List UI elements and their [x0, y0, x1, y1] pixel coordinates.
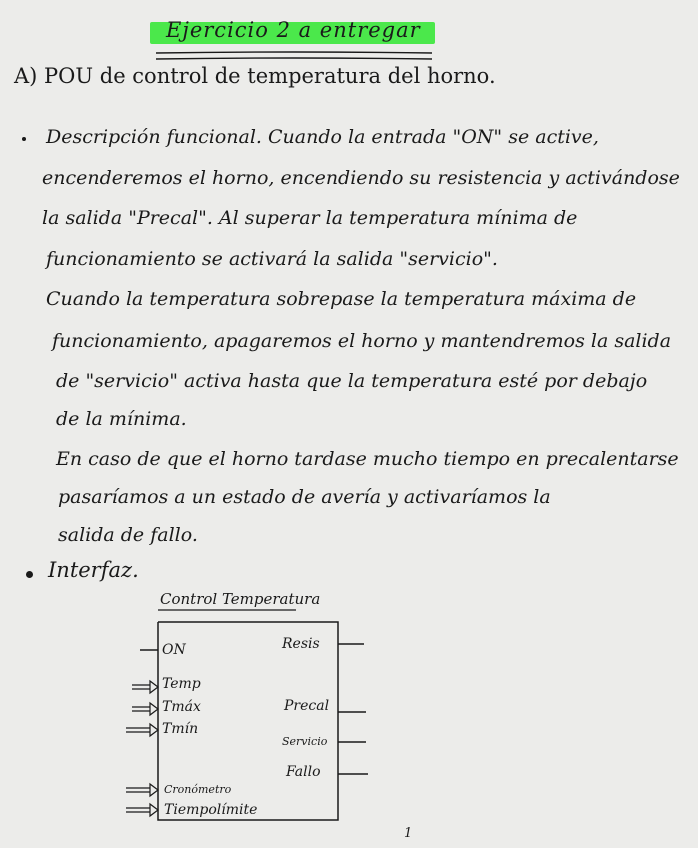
description-line-6: funcionamiento, apagaremos el horno y mantendremos la salida [52, 330, 672, 352]
output-fallo: Fallo [286, 764, 321, 780]
description-line-3: la salida "Precal". Al superar la temperatura mínima de [42, 207, 578, 229]
title-double-underline [154, 50, 434, 62]
input-tmin: Tmín [162, 721, 199, 737]
description-line-10: pasaríamos a un estado de avería y activaríamos la [58, 486, 551, 508]
block-title: Control Temperatura [160, 590, 321, 608]
interfaz-label: Interfaz. [48, 558, 139, 582]
description-line-8: de la mínima. [56, 408, 187, 430]
page-title: Ejercicio 2 a entregar [166, 18, 421, 42]
description-line-2: encenderemos el horno, encendiendo su resistencia y activándose [42, 167, 680, 189]
description-line-11: salida de fallo. [58, 524, 198, 546]
input-on: ON [162, 642, 186, 658]
description-line-4: funcionamiento se activará la salida "servicio". [46, 248, 498, 270]
output-resis: Resis [282, 636, 320, 652]
output-servicio: Servicio [282, 735, 328, 748]
output-precal: Precal [284, 698, 330, 714]
description-line-1: Descripción funcional. Cuando la entrada "ON" se active, [46, 126, 599, 148]
function-block-diagram [118, 588, 378, 828]
bullet-interfaz [26, 571, 33, 578]
section-heading: A) POU de control de temperatura del horno. [14, 64, 496, 88]
block-lines [118, 588, 378, 828]
title-block [150, 16, 435, 50]
page-number: 1 [404, 826, 413, 841]
description-line-5: Cuando la temperatura sobrepase la temperatura máxima de [46, 288, 637, 310]
input-cronometro: Cronómetro [164, 783, 232, 796]
input-tmax: Tmáx [162, 699, 201, 715]
description-line-9: En caso de que el horno tardase mucho tiempo en precalentarse [56, 448, 679, 470]
bullet-description [22, 137, 26, 141]
input-temp: Temp [162, 676, 201, 692]
description-line-7: de "servicio" activa hasta que la temperatura esté por debajo [56, 370, 648, 392]
input-tiempolimite: Tiempolímite [164, 802, 258, 818]
